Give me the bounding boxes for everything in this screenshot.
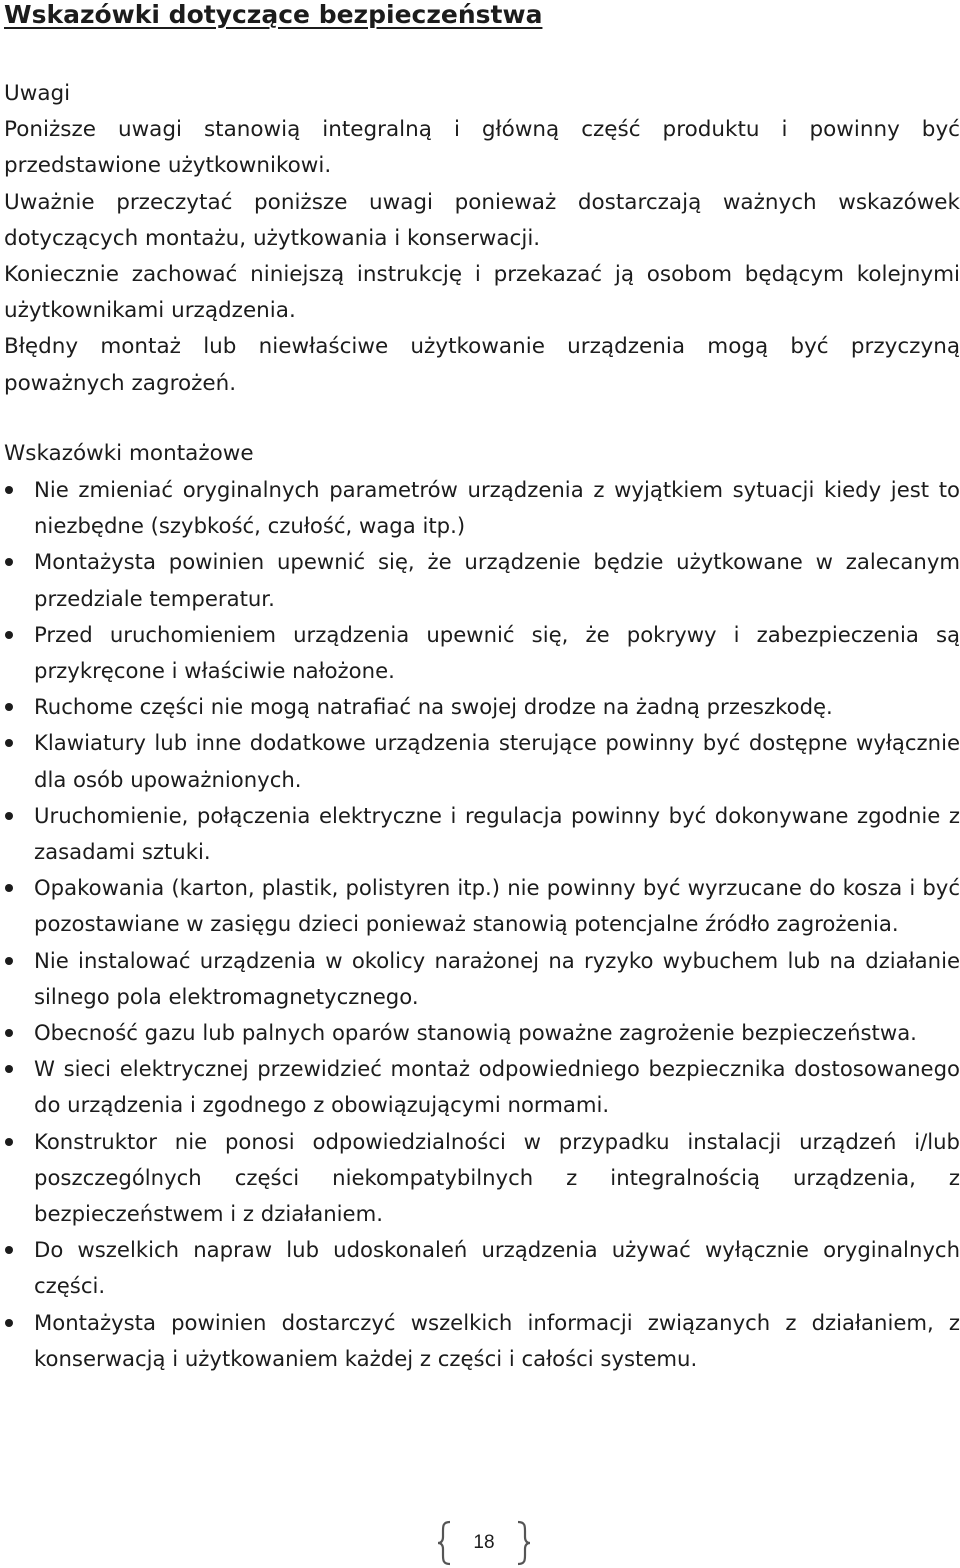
mounting-heading: Wskazówki montażowe — [4, 441, 254, 466]
list-item — [0, 943, 960, 1015]
list-item — [0, 617, 960, 689]
list-item — [0, 472, 960, 544]
list-item-text: Montażysta powinien upewnić się, że urządzenie będzie użytkowane w zalecanym przedziale temperatur. — [34, 549, 960, 611]
bullet-icon — [5, 1319, 13, 1327]
bullet-icon — [5, 703, 13, 711]
bullet-icon — [5, 1065, 13, 1073]
notes-heading: Uwagi — [4, 81, 71, 106]
list-item-text: Przed uruchomieniem urządzenia upewnić się, że pokrywy i zabezpieczenia są przykręcone i właściwie nałożone. — [34, 621, 960, 684]
bullet-icon — [5, 631, 13, 639]
list-item — [0, 1015, 960, 1051]
list-item-text: Ruchome części nie mogą natrafiać na swojej drodze na żadną przeszkodę. — [34, 694, 833, 720]
list-item — [0, 870, 960, 942]
list-item-text: Montażysta powinien dostarczyć wszelkich informacji związanych z działaniem, z konserwacją i użytkowaniem każdej z części i całości systemu. — [34, 1309, 960, 1371]
bullet-icon — [5, 486, 13, 494]
list-item — [0, 1305, 960, 1377]
list-item-text: Opakowania (karton, plastik, polistyren itp.) nie powinny być wyrzucane do kosza i być pozostawiane w zasięgu dzieci ponieważ stanowią potencjalne źródło zagrożenia. — [34, 875, 960, 937]
bullet-icon — [5, 739, 13, 747]
notes-section — [4, 76, 960, 402]
notes-paragraph: Koniecznie zachować niniejszą instrukcję i przekazać ją osobom będącym kolejnymi użytkownikami urządzenia. — [4, 262, 960, 324]
bullet-icon — [5, 1138, 13, 1146]
list-item — [0, 1051, 960, 1123]
page-title: Wskazówki dotyczące bezpieczeństwa — [4, 0, 543, 29]
bullet-icon — [5, 812, 13, 820]
list-item — [0, 689, 960, 725]
bullet-icon — [5, 884, 13, 892]
list-item-text: Klawiatury lub inne dodatkowe urządzenia sterujące powinny być dostępne wyłącznie dla osób upoważnionych. — [34, 730, 960, 792]
list-item-text: Obecność gazu lub palnych oparów stanowią poważne zagrożenie bezpieczeństwa. — [34, 1020, 917, 1046]
list-item-text: Uruchomienie, połączenia elektryczne i regulacja powinny być dokonywane zgodnie z zasadami sztuki. — [34, 802, 960, 865]
mounting-section — [4, 436, 960, 472]
list-item-text: W sieci elektrycznej przewidzieć montaż odpowiedniego bezpiecznika dostosowanego do urządzenia i zgodnego z obowiązującymi normami. — [34, 1056, 960, 1118]
list-item — [0, 798, 960, 870]
list-item-text: Do wszelkich napraw lub udoskonaleń urządzenia używać wyłącznie oryginalnych części. — [34, 1237, 960, 1299]
bullet-icon — [5, 1029, 13, 1037]
list-item-text: Konstruktor nie ponosi odpowiedzialności w przypadku instalacji urządzeń i/lub poszczególnych części niekompatybilnych z integralnością urządzenia, z bezpieczeństwem i z działaniem. — [34, 1128, 960, 1227]
list-item — [0, 1232, 960, 1304]
list-item-text: Nie zmieniać oryginalnych parametrów urządzenia z wyjątkiem sytuacji kiedy jest to niezbędne (szybkość, czułość, waga itp.) — [34, 477, 960, 539]
bullet-icon — [5, 558, 13, 566]
mounting-list — [0, 472, 960, 1377]
list-item — [0, 1124, 960, 1233]
notes-paragraph: Uważnie przeczytać poniższe uwagi ponieważ dostarczają ważnych wskazówek dotyczących montażu, użytkowania i konserwacji. — [4, 189, 960, 251]
list-item — [0, 544, 960, 616]
bullet-icon — [5, 957, 13, 965]
list-item-text: Nie instalować urządzenia w okolicy narażonej na ryzyko wybuchem lub na działanie silnego pola elektromagnetycznego. — [34, 947, 960, 1009]
notes-paragraph: Błędny montaż lub niewłaściwe użytkowanie urządzenia mogą być przyczyną poważnych zagrożeń. — [4, 334, 960, 396]
bullet-icon — [5, 1246, 13, 1254]
notes-paragraph: Poniższe uwagi stanowią integralną i główną część produktu i powinny być przedstawione użytkownikowi. — [4, 117, 960, 179]
list-item — [0, 725, 960, 797]
page-footer — [436, 1520, 532, 1566]
page-number: 18 — [473, 1532, 495, 1553]
